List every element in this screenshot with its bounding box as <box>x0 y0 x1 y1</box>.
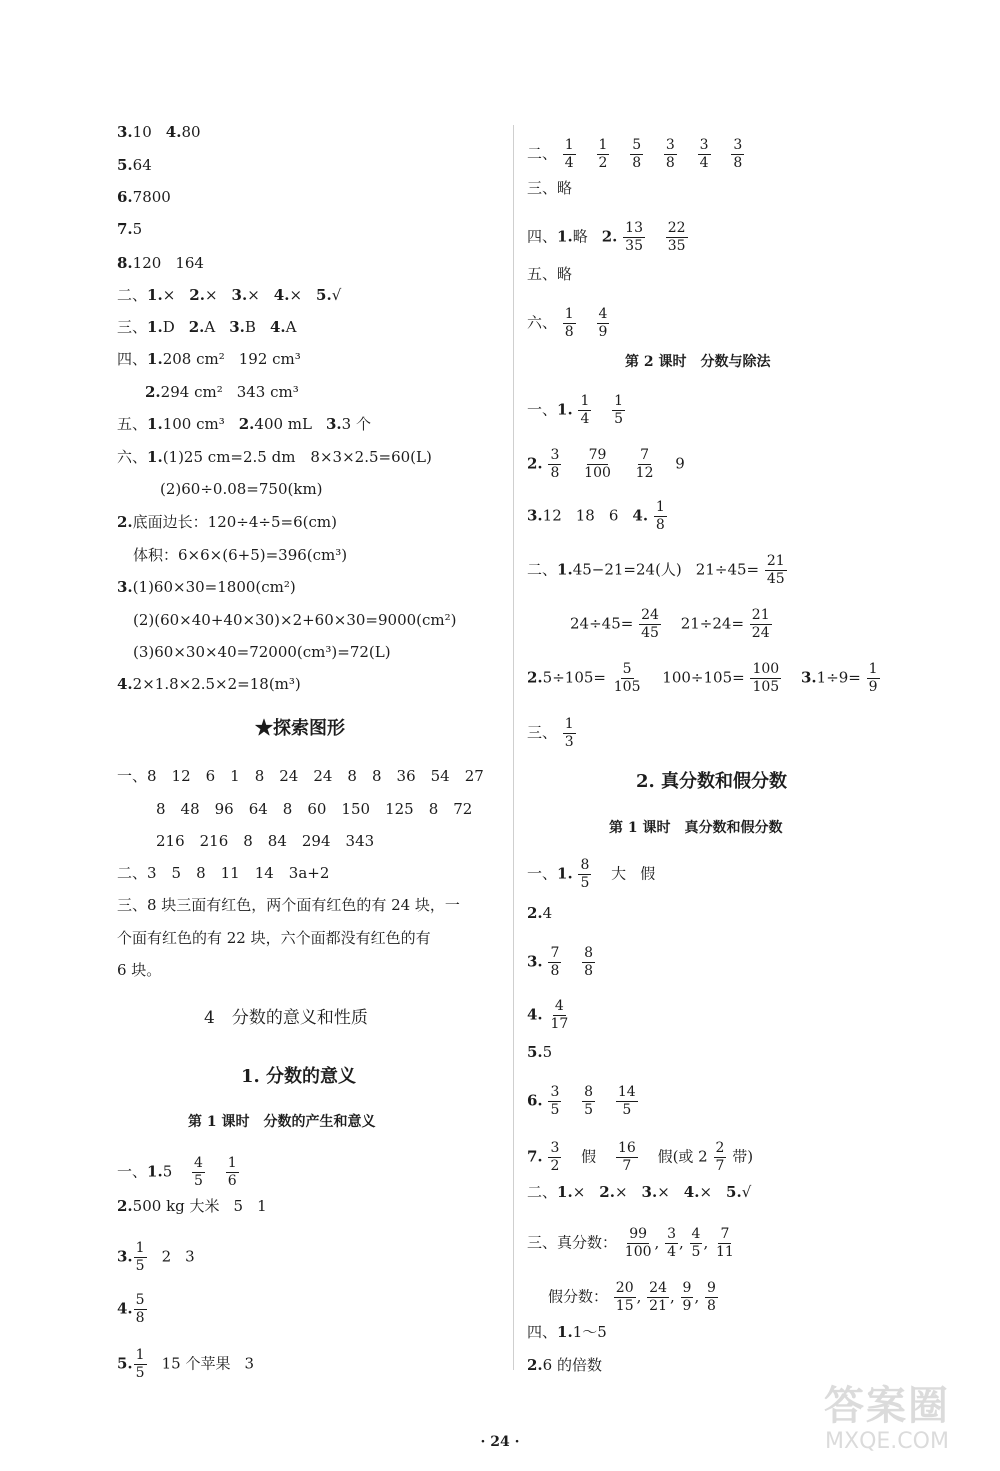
answer-line: 6. $\frac{3}{5}$ $\frac{8}{5}$ $\frac{14}{5}$ <box>527 1084 636 1118</box>
answer-line: 五、1.100 cm³ 2.400 mL 3.3 个 <box>117 415 371 433</box>
answer-line: 二、1.× 2.× 3.× 4.× 5.√ <box>527 1183 752 1201</box>
answer-line: 2.底面边长：120÷4÷5=6(cm) <box>117 513 337 531</box>
answer-line: 4. $\frac{4}{17}$ <box>527 998 569 1032</box>
answer-line: 四、1.208 cm² 192 cm³ <box>117 350 301 368</box>
fraction: $\frac{9}{9}$ <box>682 1280 692 1314</box>
answer-line: 三、8 块三面有红色，两个面有红色的有 24 块，一 <box>117 896 460 914</box>
answer-line: 一、1. $\frac{1}{4}$ $\frac{1}{5}$ <box>527 393 624 427</box>
fraction: $\frac{24}{21}$ <box>649 1280 667 1314</box>
fraction: $\frac{3}{8}$ <box>550 447 560 481</box>
answer-line: 2. $\frac{3}{8}$ $\frac{79}{100}$ $\frac{7}{12}$ 9 <box>527 447 685 481</box>
answer-line: 2.294 cm² 343 cm³ <box>145 383 299 401</box>
answer-line: 3.(1)60×30=1800(cm²) <box>117 578 296 596</box>
answer-line: 6 块。 <box>117 961 162 979</box>
answer-line: 6.7800 <box>117 188 171 206</box>
fraction: $\frac{4}{5}$ <box>194 1155 203 1189</box>
fraction: $\frac{8}{5}$ <box>580 857 590 891</box>
answer-line: 六、1.(1)25 cm=2.5 dm 8×3×2.5=60(L) <box>117 448 432 466</box>
answer-line: 4. $\frac{5}{8}$ <box>117 1292 145 1326</box>
answer-line: 5.5 <box>527 1043 553 1061</box>
section-heading: ★探索图形 <box>255 718 345 739</box>
answer-line: 二、3 5 8 11 14 3a+2 <box>117 864 330 882</box>
section-heading: 1. 分数的意义 <box>241 1066 357 1087</box>
fraction: $\frac{8}{8}$ <box>584 945 594 979</box>
lesson-heading: 第 2 课时 分数与除法 <box>625 354 771 370</box>
fraction: $\frac{22}{35}$ <box>667 220 686 254</box>
column-divider <box>513 125 514 1370</box>
answer-line: 5. $\frac{1}{5}$ 15 个苹果 3 <box>117 1347 254 1381</box>
fraction: $\frac{79}{100}$ <box>584 447 611 481</box>
fraction: $\frac{24}{45}$ <box>641 607 659 641</box>
fraction: $\frac{1}{4}$ <box>580 393 590 427</box>
answer-line: 一、1. $\frac{8}{5}$ 大 假 <box>527 857 656 891</box>
fraction: $\frac{5}{105}$ <box>613 661 641 695</box>
fraction: $\frac{1}{3}$ <box>564 716 574 750</box>
fraction: $\frac{3}{8}$ <box>665 137 675 171</box>
answer-line: 3.10 4.80 <box>117 123 201 141</box>
section-heading: 2. 真分数和假分数 <box>636 771 788 792</box>
fraction: $\frac{99}{100}$ <box>624 1226 652 1260</box>
answer-line: 3. $\frac{1}{5}$ 2 3 <box>117 1240 195 1274</box>
fraction: $\frac{1}{5}$ <box>135 1347 145 1381</box>
answer-line: 2.500 kg 大米 5 1 <box>117 1197 267 1215</box>
answer-line: 三、1.D 2.A 3.B 4.A <box>117 318 297 336</box>
answer-line: 五、略 <box>527 265 573 283</box>
fraction: $\frac{20}{15}$ <box>615 1280 634 1314</box>
answer-line: 三、略 <box>527 179 573 197</box>
lesson-heading: 第 1 课时 分数的产生和意义 <box>188 1114 376 1130</box>
answer-line: 个面有红色的有 22 块，六个面都没有红色的有 <box>117 929 431 947</box>
answer-line: 三、 $\frac{1}{3}$ <box>527 716 574 750</box>
fraction: $\frac{8}{5}$ <box>584 1084 594 1118</box>
lesson-heading: 第 1 课时 真分数和假分数 <box>609 820 783 836</box>
watermark-logo <box>792 1383 982 1463</box>
fraction: $\frac{7}{8}$ <box>550 945 560 979</box>
answer-line: 3. $\frac{7}{8}$ $\frac{8}{8}$ <box>527 945 594 979</box>
fraction: $\frac{7}{11}$ <box>716 1226 734 1260</box>
answer-line: 2.6 的倍数 <box>527 1356 602 1374</box>
fraction: $\frac{1}{6}$ <box>227 1155 237 1189</box>
fraction: $\frac{7}{12}$ <box>635 447 654 481</box>
answer-line: 8.120 164 <box>117 254 204 272</box>
chapter-heading: 4 分数的意义和性质 <box>204 1008 368 1028</box>
fraction: $\frac{3}{8}$ <box>733 137 743 171</box>
answer-line: (2)(60×40+40×30)×2+60×30=9000(cm²) <box>133 611 457 629</box>
fraction: $\frac{21}{24}$ <box>751 607 770 641</box>
fraction: $\frac{9}{8}$ <box>707 1280 716 1314</box>
answer-line: 7. $\frac{3}{2}$ 假 $\frac{16}{7}$ 假(或 2 $\frac{2}{7}$ 带) <box>527 1140 754 1174</box>
fraction: $\frac{13}{35}$ <box>625 220 643 254</box>
answer-line: 二、1.45−21=24(人) 21÷45= $\frac{21}{45}$ <box>527 553 785 587</box>
answer-line: 3.12 18 6 4. $\frac{1}{8}$ <box>527 499 665 533</box>
fraction: $\frac{1}{9}$ <box>868 661 878 695</box>
fraction: $\frac{100}{105}$ <box>752 661 780 695</box>
watermark-text: 答案圈 <box>824 1382 950 1429</box>
fraction: $\frac{3}{4}$ <box>667 1226 676 1260</box>
fraction: $\frac{4}{9}$ <box>598 306 608 340</box>
answer-line: 四、1.1～5 <box>527 1323 607 1341</box>
answer-line: 六、 $\frac{1}{8}$ $\frac{4}{9}$ <box>527 306 608 340</box>
fraction: $\frac{2}{7}$ <box>715 1140 725 1174</box>
fraction: $\frac{14}{5}$ <box>617 1084 636 1118</box>
answer-line: 一、8 12 6 1 8 24 24 8 8 36 54 27 <box>117 767 484 785</box>
page-number: · 24 · <box>480 1434 520 1450</box>
answer-line: (2)60÷0.08=750(km) <box>160 480 323 498</box>
answer-line: 二、1.× 2.× 3.× 4.× 5.√ <box>117 286 342 304</box>
fraction: $\frac{1}{5}$ <box>614 393 624 427</box>
answer-line: 三、真分数： $\frac{99}{100}$ , $\frac{3}{4}$ , $\frac{4}{5}$ , $\frac{7}{11}$ <box>527 1226 734 1260</box>
fraction: $\frac{3}{4}$ <box>699 137 709 171</box>
fraction: $\frac{1}{8}$ <box>655 499 665 533</box>
answer-line: 一、1.5 $\frac{4}{5}$ $\frac{1}{6}$ <box>117 1155 237 1189</box>
answer-line: 216 216 8 84 294 343 <box>156 832 375 850</box>
fraction: $\frac{3}{5}$ <box>550 1084 560 1118</box>
fraction: $\frac{3}{2}$ <box>550 1140 560 1174</box>
fraction: $\frac{21}{45}$ <box>766 553 785 587</box>
fraction: $\frac{5}{8}$ <box>135 1292 145 1326</box>
watermark-url: MXQE.COM <box>825 1429 949 1454</box>
fraction: $\frac{4}{17}$ <box>550 998 569 1032</box>
answer-line: 四、1.略 2. $\frac{13}{35}$ $\frac{22}{35}$ <box>527 220 686 254</box>
fraction: $\frac{1}{8}$ <box>564 306 574 340</box>
fraction: $\frac{5}{8}$ <box>632 137 642 171</box>
fraction: $\frac{4}{5}$ <box>691 1226 701 1260</box>
answer-line: (3)60×30×40=72000(cm³)=72(L) <box>133 643 391 661</box>
answer-line: 5.64 <box>117 156 152 174</box>
answer-line: 8 48 96 64 8 60 150 125 8 72 <box>156 800 473 818</box>
fraction: $\frac{1}{5}$ <box>135 1240 145 1274</box>
answer-line: 2.5÷105= $\frac{5}{105}$ 100÷105= $\frac{100}{105}$ 3.1÷9= $\frac{1}{9}$ <box>527 661 878 695</box>
answer-line: 4.2×1.8×2.5×2=18(m³) <box>117 675 301 693</box>
fraction: $\frac{1}{4}$ <box>564 137 574 171</box>
fraction: $\frac{1}{2}$ <box>598 137 608 171</box>
answer-line: 24÷45= $\frac{24}{45}$ 21÷24= $\frac{21}{24}$ <box>570 607 770 641</box>
answer-line: 体积：6×6×(6+5)=396(cm³) <box>133 546 348 564</box>
answer-line: 二、 $\frac{1}{4}$ $\frac{1}{2}$ $\frac{5}{8}$ $\frac{3}{8}$ $\frac{3}{4}$ $\frac{3}{8}$ <box>527 137 743 171</box>
answer-line: 假分数： $\frac{20}{15}$ , $\frac{24}{21}$ , $\frac{9}{9}$ , $\frac{9}{8}$ <box>548 1280 716 1314</box>
fraction: $\frac{16}{7}$ <box>617 1140 636 1174</box>
answer-line: 7.5 <box>117 220 143 238</box>
answer-line: 2.4 <box>527 904 553 922</box>
